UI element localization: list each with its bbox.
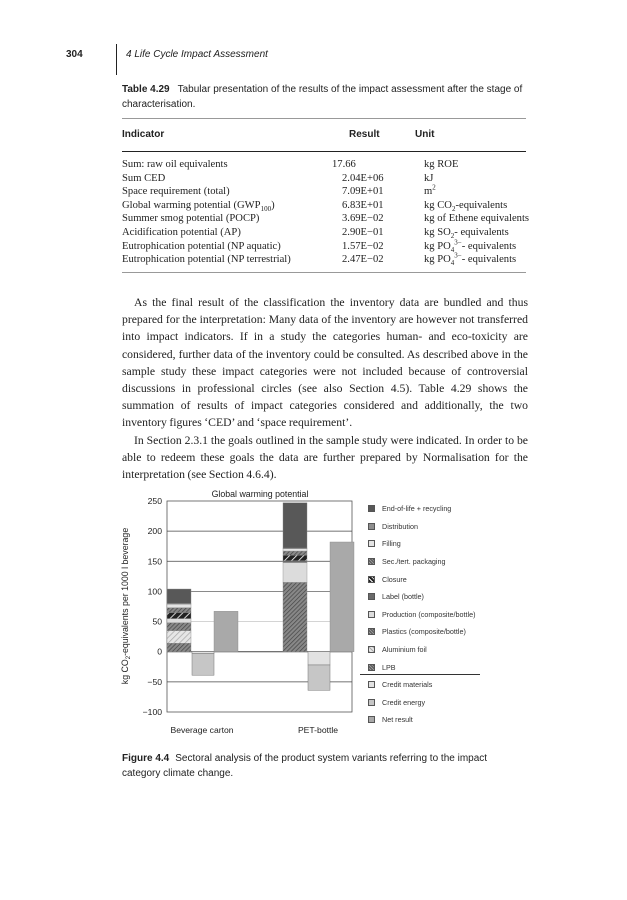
bar-segment	[283, 582, 307, 651]
legend-label: Credit materials	[382, 680, 433, 690]
figure-caption-label: Figure 4.4	[122, 753, 170, 764]
bar-segment	[167, 643, 191, 651]
legend-label: Aluminium foil	[382, 645, 427, 655]
unit-cell: kg ROE	[424, 159, 459, 170]
indicator-cell: Sum: raw oil equivalents	[122, 159, 228, 170]
y-tick-label: −50	[147, 676, 162, 687]
net-result-bar	[214, 611, 238, 651]
bar-segment	[167, 623, 191, 631]
legend-item	[368, 623, 508, 641]
result-cell: 6.83E+01	[342, 199, 384, 211]
table-body	[122, 158, 530, 268]
result-cell: 3.69E−02	[342, 213, 384, 225]
result-cell: 2.90E−01	[342, 226, 384, 238]
y-axis-label: kg $CO_2$-equivalents per 1000 l beverage	[120, 527, 132, 685]
net-result-bar	[330, 542, 354, 652]
indicator-cell: Space requirement (total)	[122, 186, 230, 198]
legend-item	[368, 711, 508, 729]
legend-swatch	[368, 576, 375, 583]
credit-bar-segment	[192, 652, 214, 654]
indicator-cell: Summer smog potential (POCP)	[122, 213, 260, 225]
bar-segment	[283, 562, 307, 582]
column-header-unit: Unit	[415, 129, 435, 140]
legend-item	[368, 500, 508, 518]
y-tick-label: 150	[147, 556, 162, 567]
legend-label: End-of-life + recycling	[382, 504, 452, 514]
y-tick-label: 0	[157, 646, 162, 657]
legend-swatch	[368, 558, 375, 565]
table-caption-text: Tabular presentation of the results of the impact assessment after the stage of characterisation.	[122, 84, 523, 110]
credit-bar-segment	[308, 665, 330, 690]
unit-cell: kg $CO_2$-equivalents	[424, 199, 508, 213]
unit-cell: kJ	[424, 172, 434, 184]
bar-segment	[283, 551, 307, 555]
column-header-indicator: Indicator	[122, 129, 165, 140]
legend-swatch	[368, 628, 375, 635]
legend-swatch	[368, 646, 375, 653]
legend-label: Net result	[382, 715, 413, 725]
table-row	[122, 172, 526, 186]
bar-segment	[167, 619, 191, 623]
figure-caption-text: Sectoral analysis of the product system variants referring to the impact category climate change.	[122, 753, 488, 779]
credit-bar-segment	[192, 654, 214, 676]
legend-item	[368, 694, 508, 712]
legend-label: Sec./tert. packaging	[382, 557, 446, 567]
table-row	[122, 199, 526, 213]
chart-legend	[368, 500, 508, 729]
legend-label: Closure	[382, 574, 407, 584]
column-header-result: Result	[349, 129, 380, 140]
indicator-cell: Sum CED	[122, 172, 166, 184]
legend-swatch	[368, 593, 375, 600]
bar-segment	[283, 549, 307, 551]
table-row	[122, 240, 526, 254]
legend-swatch	[368, 611, 375, 618]
unit-cell: kg $PO_4^{3-}-$ equivalents	[424, 238, 517, 254]
legend-item	[368, 676, 508, 694]
legend-item	[368, 606, 508, 624]
legend-swatch	[368, 664, 375, 671]
y-tick-label: −100	[142, 707, 162, 717]
x-category-label: Beverage carton	[170, 725, 234, 735]
bar-segment	[283, 555, 307, 560]
credit-bar-segment	[308, 652, 330, 665]
bar-segment	[167, 608, 191, 613]
legend-item	[368, 518, 508, 536]
legend-item	[368, 588, 508, 606]
legend-item	[368, 658, 508, 676]
bar-segment	[167, 613, 191, 619]
result-cell: 2.04E+06	[342, 172, 384, 184]
unit-cell: kg $SO_2-$ equivalents	[424, 226, 509, 241]
table-caption-label: Table 4.29	[122, 84, 170, 95]
legend-item	[368, 570, 508, 588]
figure-caption	[122, 751, 526, 781]
legend-swatch	[368, 699, 375, 706]
legend-swatch	[368, 523, 375, 530]
table-row	[122, 226, 526, 240]
bar-segment	[167, 589, 191, 603]
legend-item	[368, 553, 508, 571]
table-row	[122, 185, 526, 199]
bar-segment	[167, 604, 191, 608]
legend-swatch	[368, 540, 375, 547]
y-tick-label: 200	[147, 526, 162, 537]
legend-label: Credit energy	[382, 697, 426, 707]
indicator-cell: Eutrophication potential (NP terrestrial)	[122, 254, 291, 266]
legend-item	[368, 535, 508, 553]
result-cell: 7.09E+01	[342, 186, 384, 198]
result-cell: 17.66	[332, 159, 356, 170]
table-row	[122, 253, 526, 267]
bar-segment	[283, 503, 307, 548]
legend-label: LPB	[382, 662, 396, 672]
legend-label: Label (bottle)	[382, 592, 424, 602]
y-tick-label: 100	[147, 586, 162, 597]
paragraph: In Section 2.3.1 the goals outlined in the sample study were indicated. In order to be able to redeem these goals the data are further prepared by Normalisation for the interpretation (see Section 4.6.4).	[122, 433, 528, 482]
running-title: 4 Life Cycle Impact Assessment	[126, 49, 268, 60]
y-tick-label: 50	[152, 616, 162, 627]
legend-label: Plastics (composite/bottle)	[382, 627, 466, 637]
indicator-cell: Global warming potential $(GWP_{100})$	[122, 199, 275, 213]
unit-cell: kg of Ethene equivalents	[424, 213, 530, 225]
y-tick-label: 250	[147, 496, 162, 506]
result-cell: 1.57E−02	[342, 240, 384, 252]
page-number: 304	[66, 49, 83, 60]
table-row	[122, 212, 530, 226]
unit-cell: $m^2$	[424, 183, 436, 198]
legend-swatch	[368, 681, 375, 688]
legend-swatch	[368, 716, 375, 723]
x-category-label: PET-bottle	[297, 725, 339, 735]
table-caption	[122, 83, 526, 112]
body-text	[122, 294, 528, 483]
table-header-rule	[122, 151, 526, 152]
bar-segment	[167, 631, 191, 644]
legend-label: Distribution	[382, 521, 418, 531]
indicator-cell: Acidification potential (AP)	[122, 226, 241, 238]
indicator-cell: Eutrophication potential (NP aquatic)	[122, 240, 281, 252]
legend-swatch	[368, 505, 375, 512]
table-bottom-rule	[122, 272, 526, 273]
unit-cell: kg $PO_4^{3-}-$ equivalents	[424, 251, 517, 268]
chart-title: Global warming potential	[211, 489, 309, 499]
table-top-rule	[122, 118, 526, 119]
legend-label: Production (composite/bottle)	[382, 609, 476, 619]
paragraph: As the final result of the classification the inventory data are bundled and thus prepared for the interpretation: Many data of the inventory are however not transferred into impact indicators. If in a study the categories human- and eco-toxicity are considered, further data of the inventory could be consulted. As described above in the sample study these impact categories were not included because of controversial discussions in professional circles (see also Section 4.5). Table 4.29 shows the summation of results of impact categories considered and additionally, the two inventory figures ‘CED’ and ‘space requirement’.	[122, 296, 528, 430]
bar-segment	[283, 561, 307, 563]
legend-label: Filling	[382, 539, 401, 549]
legend-item	[368, 641, 508, 659]
header-divider	[116, 44, 117, 75]
table-row	[122, 158, 526, 172]
result-cell: 2.47E−02	[342, 254, 384, 266]
